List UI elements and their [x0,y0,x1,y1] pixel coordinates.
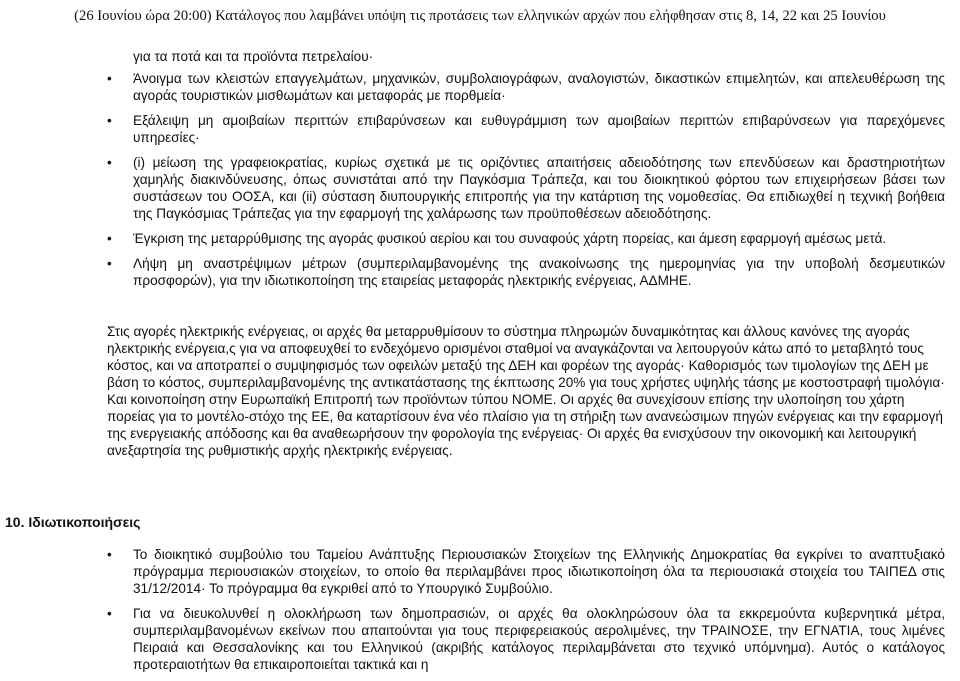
list-item-text: Άνοιγμα των κλειστών επαγγελμάτων, μηχανικών, συμβολαιογράφων, αναλογιστών, δικαστικών επιμελητών, και απελευθέρωση της αγοράς τουριστικών μισθωμάτων και μεταφοράς με πορθμεία· [133,71,945,103]
bullet-marker: • [107,606,112,621]
list-item-text: Λήψη μη αναστρέψιμων μέτρων (συμπεριλαμβανομένης της ανακοίνωσης της ημερομηνίας για την υποβολή δεσμευτικών προσφορών), για την ιδιωτικοποίηση της εταιρείας μεταφοράς ηλεκτρικής ενέργειας, ΑΔΜΗΕ. [133,256,945,288]
list-item [0,154,945,222]
bullet-marker: • [107,547,112,562]
section-heading: 10. Ιδιωτικοποιήσεις [5,514,141,530]
bullet-marker: • [107,231,112,246]
body-paragraph: Στις αγορές ηλεκτρικής ενέργειας, οι αρχές θα μεταρρυθμίσουν το σύστημα πληρωμών δυναμικότητας και άλλους κανόνες της αγοράς ηλεκτρικής ενέργεια,ς για να αποφευχθεί το ενδεχόμενο ορισμένοι σταθμοί να αναγκάζονται να λειτουργούν κάτω από το μεταβλητό τους κόστος, και να αποτραπεί ο συμψηφισμός των οφειλών μεταξύ της ΔΕΗ και φορέων της αγοράς· Καθορισμός των τιμολογίων της ΔΕΗ με βάση το κόστος, συμπεριλαμβανομένης της αντικατάστασης της έκπτωσης 20% για τους χρήστες υψηλής τάσης με κοστοστραφή τιμολόγια· Και κοινοποίηση στην Ευρωπαϊκή Επιτροπή των προϊόντων τύπου NOME. Οι αρχές θα συνεχίσουν επίσης την υλοποίηση του χάρτη πορείας για το μοντέλο-στόχο της ΕΕ, θα καταρτίσουν ένα νέο πλαίσιο για τη στήριξη των ανανεώσιμων πηγών ενέργειας και την εφαρμογή της ενεργειακής απόδοσης και θα αναθεωρήσουν την φορολογία της ενέργειας· Οι αρχές θα ενισχύσουν την οικονομική και λειτουργική ανεξαρτησία της ρυθμιστικής αρχής ηλεκτρικής ενέργειας. [107,324,945,458]
list-item [0,255,945,289]
bullet-list [0,70,960,297]
privatization-bullet-list [0,546,960,681]
list-item-text: Για να διευκολυνθεί η ολοκλήρωση των δημοπρασιών, οι αρχές θα ολοκληρώσουν όλα τα εκκρεμούντα κυβερνητικά μέτρα, συμπεριλαμβανομένων εκείνων που απαιτούνται για τους περιφερειακούς αερολιμένες, την ΤΡΑΙΝΟΣΕ, την ΕΓΝΑΤΙΑ, τους λιμένες Πειραιά και Θεσσαλονίκης και του Ελληνικού (ακριβής κατάλογος περιλαμβάνεται στο τεχνικό υπόμνημα). Αυτός ο κατάλογος προτεραιοτήτων θα επικαιροποιείται τακτικά και η [133,606,945,672]
list-item-text: (i) μείωση της γραφειοκρατίας, κυρίως σχετικά με τις οριζόντιες απαιτήσεις αδειοδότησης των επενδύσεων και δραστηριοτήτων χαμηλής διακινδύνευσης, όπως συνιστάται από την Παγκόσμια Τράπεζα, και του διοικητικού φόρτου των επιχειρήσεων βάσει των συστάσεων του ΟΟΣΑ, και (ii) σύσταση διυπουργικής επιτροπής για την κατάρτιση της νομοθεσίας. Θα επιδιωχθεί η τεχνική βοήθεια της Παγκόσμιας Τράπεζας για την εφαρμογή της χαλάρωσης των προϋποθέσεων αδειοδότησης. [133,155,945,221]
bullet-marker: • [107,155,112,170]
list-item [0,70,945,104]
bullet-marker: • [107,71,112,86]
list-item-text: Εξάλειψη μη αμοιβαίων περιττών επιβαρύνσεων και ευθυγράμμιση των αμοιβαίων περιττών επιβαρύνσεων για παρεχόμενες υπηρεσίες· [133,113,945,145]
list-item-text: Έγκριση της μεταρρύθμισης της αγοράς φυσικού αερίου και του συναφούς χάρτη πορείας, και άμεση εφαρμογή αμέσως μετά. [133,231,887,246]
list-item [0,230,945,247]
page-header: (26 Ιουνίου ώρα 20:00) Κατάλογος που λαμβάνει υπόψη τις προτάσεις των ελληνικών αρχών που ελήφθησαν στις 8, 14, 22 και 25 Ιουνίου [74,8,886,24]
list-item [0,546,945,597]
bullet-marker: • [107,113,112,128]
list-item [0,112,945,146]
list-item [0,605,945,673]
list-item-text: Το διοικητικό συμβούλιο του Ταμείου Ανάπτυξης Περιουσιακών Στοιχείων της Ελληνικής Δημοκρατίας θα εγκρίνει το αναπτυξιακό πρόγραμμα περιουσιακών στοιχείων, το οποίο θα περιλαμβάνει προς ιδιωτικοποίηση όλα τα περιουσιακά στοιχεία του ΤΑΙΠΕΔ στις 31/12/2014· Το πρόγραμμα θα εγκριθεί από το Υπουργικό Συμβούλιο. [133,547,945,596]
bullet-marker: • [107,256,112,271]
continued-text: για τα ποτά και τα προϊόντα πετρελαίου· [133,49,374,64]
